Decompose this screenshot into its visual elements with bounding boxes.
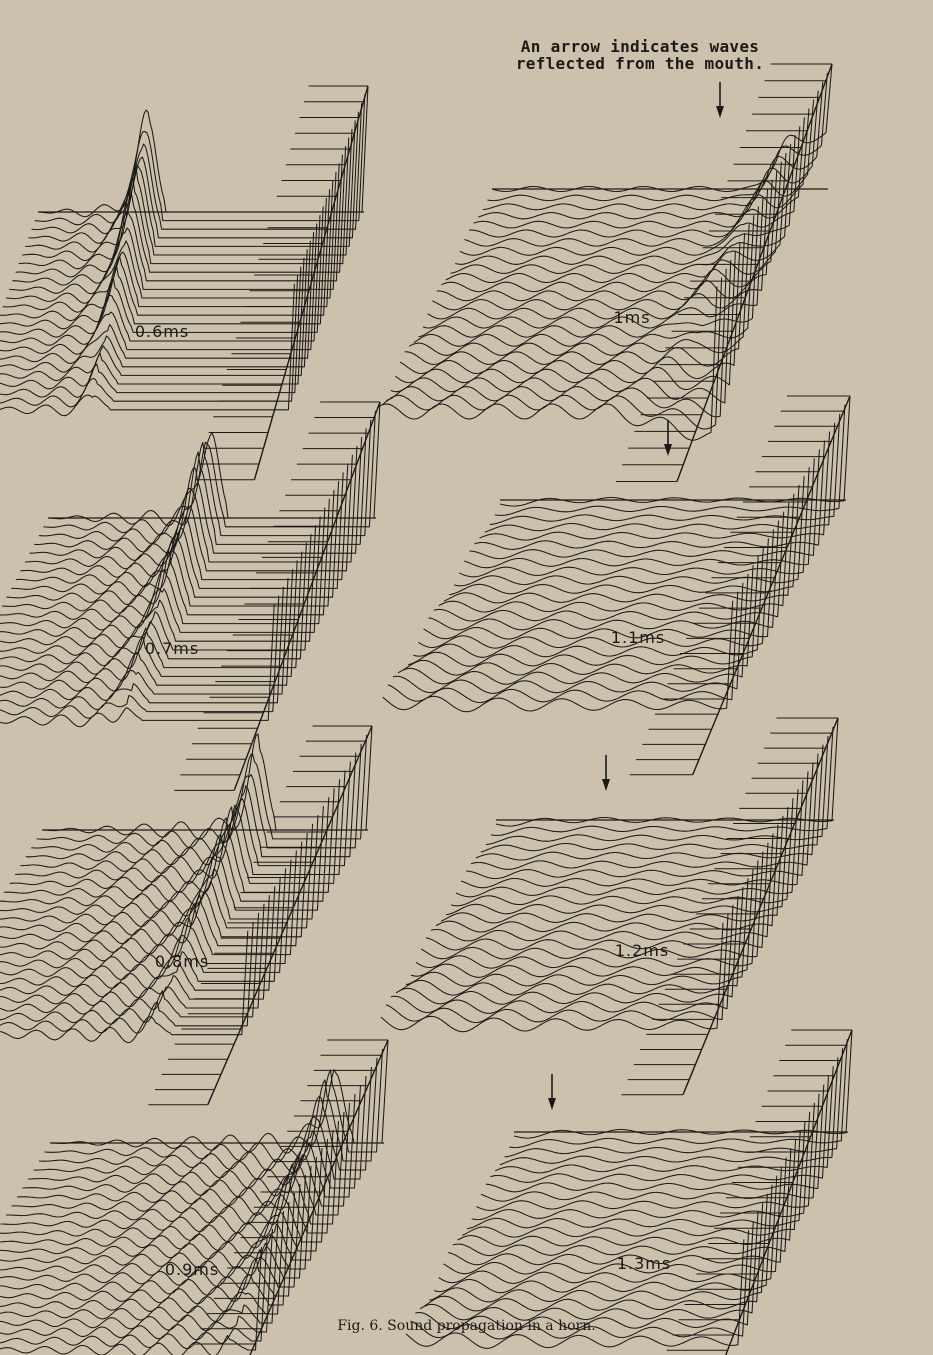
panel-label-0-9ms: 0.9ms <box>164 1260 220 1279</box>
waveform-plot-0-6ms <box>0 86 368 480</box>
reflection-arrow-1-3ms <box>548 1074 556 1110</box>
panel-label-1-3ms: 1.3ms <box>616 1254 672 1273</box>
reflection-arrow-1ms <box>716 82 724 118</box>
annotation-line-1: An arrow indicates waves <box>520 37 760 56</box>
arrow-annotation <box>490 38 790 72</box>
figure-caption: Fig. 6. Sound propagation in a horn. <box>337 1318 596 1334</box>
panel-label-0-6ms: 0.6ms <box>134 322 190 341</box>
panel-label-0-8ms: 0.8ms <box>154 952 210 971</box>
annotation-line-2: reflected from the mouth. <box>515 54 765 73</box>
waveform-plot-1-2ms <box>381 718 838 1095</box>
waveform-plot-0-8ms <box>0 726 372 1105</box>
panel-label-1-2ms: 1.2ms <box>614 941 670 960</box>
panel-label-1-1ms: 1.1ms <box>610 628 666 647</box>
reflection-arrow-1-2ms <box>602 755 610 791</box>
panel-label-1ms: 1ms <box>613 308 651 327</box>
waveform-plot-1ms <box>377 64 832 482</box>
waveform-plot-0-7ms <box>0 402 380 790</box>
waveform-plot-1-3ms <box>406 1030 852 1355</box>
waveform-plot-0-9ms <box>0 1040 388 1355</box>
reflection-arrow-1-1ms <box>664 420 672 456</box>
panel-label-0-7ms: 0.7ms <box>144 639 200 658</box>
